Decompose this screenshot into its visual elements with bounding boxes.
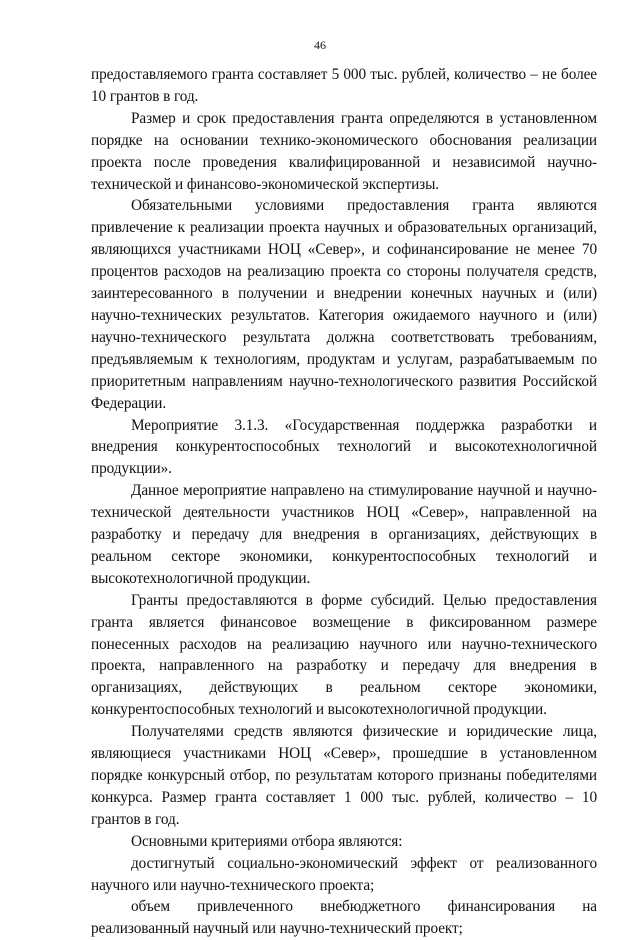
page-number: 46 (314, 38, 326, 52)
paragraph-grant-size-and-term: Размер и срок предоставления гранта определяются в установленном порядке на основании технико-экономического обоснования реализации проекта после проведения квалифицированной и независимой научно-технической и финансово-экономической экспертизы. (91, 109, 597, 193)
list-item-criterion-effect: достигнутый социально-экономический эффект от реализованного научного или научно-технического проекта; (91, 854, 597, 894)
paragraph-mandatory-conditions: Обязательными условиями предоставления гранта являются привлечение к реализации проекта научных и образовательных организаций, являющихся участниками НОЦ «Север», и софинансирование не менее 70 процентов расходов на реализацию проекта со стороны получателя средств, заинтересованного в получении и внедрении конечных научных и (или) научно-технических результатов. Категория ожидаемого научного и (или) научно-технического результата должна соответствовать требованиям, предъявляемым к технологиям, продуктам и услугам, разрабатываемым по приоритетным направлениям научно-технологического развития Российской Федерации. (91, 197, 597, 412)
list-item-criterion-funding: объем привлеченного внебюджетного финансирования на реализованный научный или научно-технический проект; (91, 898, 597, 938)
paragraph-recipients: Получателями средств являются физические и юридические лица, являющиеся участниками НОЦ «Север», прошедшие в установленном порядке конкурсный отбор, по результатам которого признаны победителями конкурса. Размер гранта составляет 1 000 тыс. рублей, количество – 10 грантов в год. (91, 723, 597, 828)
paragraph-criteria-heading: Основными критериями отбора являются: (131, 832, 403, 850)
paragraph-grant-amount-continued: предоставляемого гранта составляет 5 000 тыс. рублей, количество – не более 10 грантов в год. (91, 66, 597, 105)
paragraph-grant-form: Гранты предоставляются в форме субсидий. Целью предоставления гранта является финансовое возмещение в фиксированном размере понесенных расходов на реализацию научного или научно-технического проекта, направленного на разработку и передачу для внедрения в организациях, действующих в реальном секторе экономики, конкурентоспособных технологий и высокотехнологичной продукции. (91, 591, 597, 719)
paragraph-measure-purpose: Данное мероприятие направлено на стимулирование научной и научно-технической деятельности участников НОЦ «Север», направленной на разработку и передачу для внедрения в организациях, действующих в реальном секторе экономики, конкурентоспособных технологий и высокотехнологичной продукции. (91, 482, 597, 587)
body-text (91, 64, 597, 940)
paragraph-measure-3-1-3: Мероприятие 3.1.3. «Государственная поддержка разработки и внедрения конкурентоспособных технологий и высокотехнологичной продукции». (91, 416, 597, 478)
